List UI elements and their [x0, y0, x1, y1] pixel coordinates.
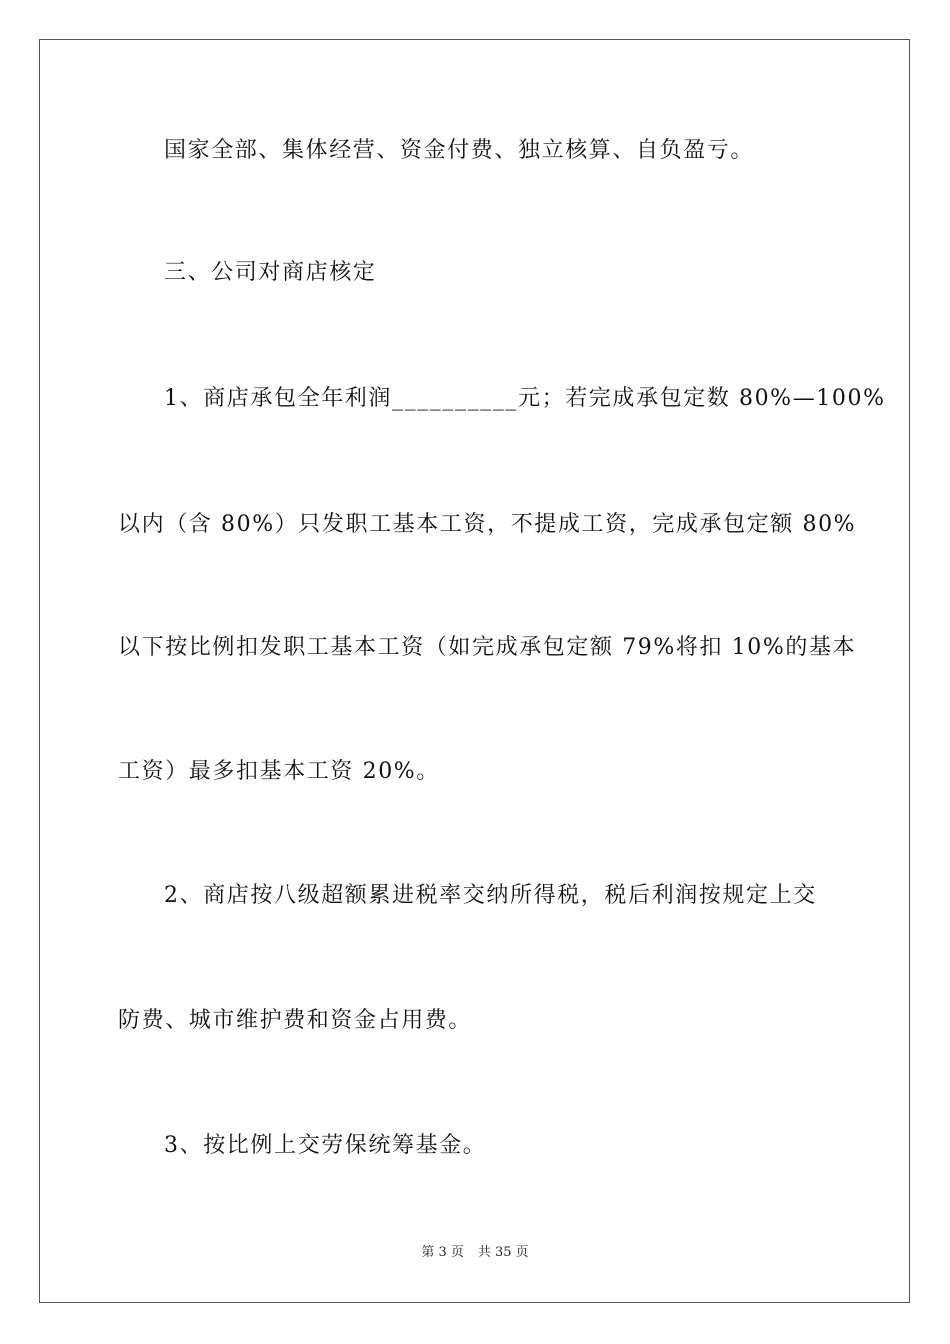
page-border — [39, 39, 910, 1303]
clause-3-line-1: 3、按比例上交劳保统筹基金。 — [164, 1133, 487, 1158]
clause-1-line-1: 1、商店承包全年利润__________元；若完成承包定数 80%—100% — [164, 386, 886, 411]
clause-2-line-1: 2、商店按八级超额累进税率交纳所得税，税后利润按规定上交 — [164, 883, 817, 908]
clause-1-line-4: 工资）最多扣基本工资 20%。 — [118, 759, 440, 784]
clause-1-line-3: 以下按比例扣发职工基本工资（如完成承包定额 79%将扣 10%的基本 — [118, 635, 857, 660]
page-number: 第 3 页 — [421, 1245, 464, 1260]
page-footer — [0, 1244, 950, 1262]
page-total: 共 35 页 — [477, 1245, 529, 1260]
clause-2-line-2: 防费、城市维护费和资金占用费。 — [118, 1008, 473, 1033]
clause-1-line-2: 以内（含 80%）只发职工基本工资，不提成工资，完成承包定额 80% — [118, 512, 857, 537]
paragraph-line-1: 国家全部、集体经营、资金付费、独立核算、自负盈亏。 — [164, 138, 755, 163]
section-heading-3: 三、公司对商店核定 — [164, 260, 377, 285]
